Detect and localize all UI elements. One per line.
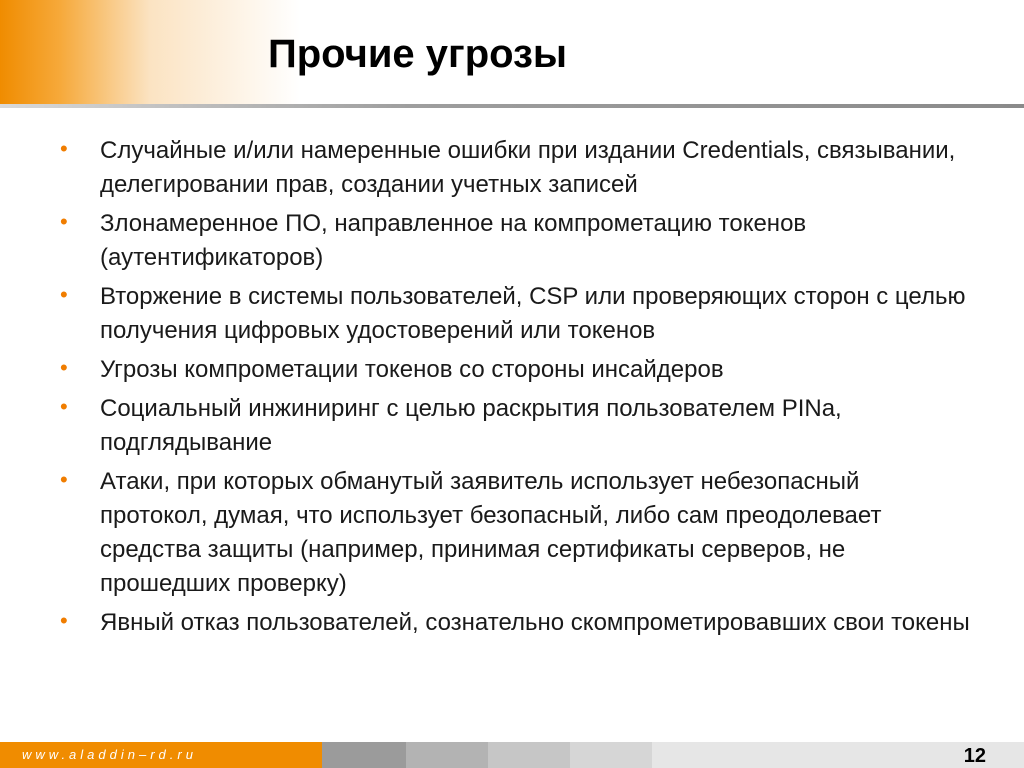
footer-segment [322,742,406,768]
bullet-icon: • [60,467,68,492]
bullet-item [60,207,970,275]
bullet-text: Вторжение в системы пользователей, CSP или проверяющих сторон с целью получения цифровых удостоверений или токенов [100,283,966,344]
bullet-text: Социальный инжиниринг с целью раскрытия пользователем PINa, подглядывание [100,395,842,456]
slide-body [60,134,970,645]
bullet-list [60,134,970,640]
footer-url: www.aladdin–rd.ru [22,747,197,762]
footer-segment [488,742,570,768]
bullet-icon: • [60,608,68,633]
footer-accent-block [0,742,322,768]
bullet-item [60,353,970,387]
footer-segment [406,742,488,768]
bullet-item [60,280,970,348]
bullet-text: Явный отказ пользователей, сознательно скомпрометировавших свои токены [100,609,970,636]
bullet-icon: • [60,355,68,380]
bullet-text: Злонамеренное ПО, направленное на компрометацию токенов (аутентификаторов) [100,210,807,271]
bullet-item [60,606,970,640]
bullet-item [60,392,970,460]
bullet-icon: • [60,282,68,307]
bullet-text: Атаки, при которых обманутый заявитель использует небезопасный протокол, думая, что использует безопасный, либо сам преодолевает средства защиты (например, принимая сертификаты серверов, не прошедших проверку) [100,468,882,597]
footer-segment [570,742,652,768]
footer-bar [0,742,1024,768]
bullet-item [60,134,970,202]
bullet-icon: • [60,209,68,234]
bullet-icon: • [60,136,68,161]
bullet-icon: • [60,394,68,419]
slide-title: Прочие угрозы [268,32,568,76]
bullet-text: Случайные и/или намеренные ошибки при издании Credentials, связывании, делегировании прав, создании учетных записей [100,137,956,198]
bullet-item [60,465,970,601]
page-number: 12 [963,745,986,767]
header-divider [0,104,1024,108]
bullet-text: Угрозы компрометации токенов со стороны инсайдеров [100,356,724,383]
